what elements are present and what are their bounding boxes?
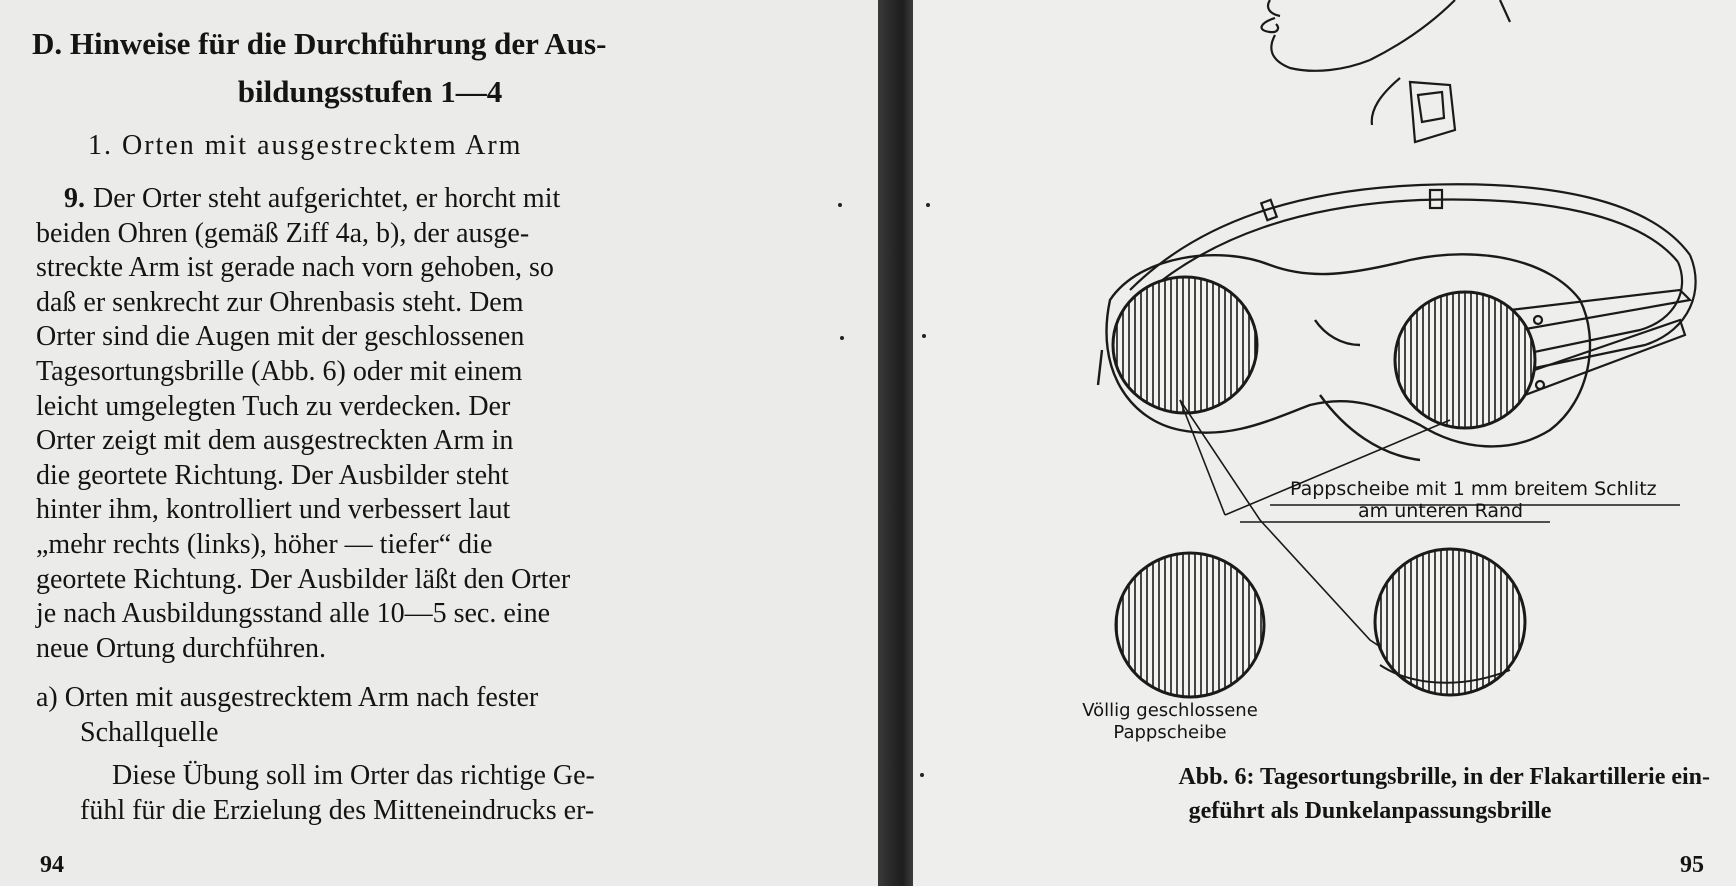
paragraph-line-text: neue Ortung durchführen. (36, 632, 327, 664)
label-slit-line1: Pappscheibe mit 1 mm breitem Schlitz (1290, 478, 1657, 500)
paragraph-line-text: leicht umgelegten Tuch zu verdecken. Der (36, 390, 511, 422)
section-heading-line1: D. Hinweise für die Durchführung der Aus- (32, 26, 607, 61)
paragraph-line-text: „mehr rechts (links), höher — tiefer“ die (36, 528, 493, 560)
paragraph-line-text: daß er senkrecht zur Ohrenbasis steht. Dem (36, 286, 524, 318)
paragraph-line (36, 182, 716, 217)
paragraph-line-text: Orter zeigt mit dem ausgestreckten Arm in (36, 425, 514, 457)
sub-paragraph-line1: Diese Übung soll im Orter das richtige Ge- (112, 760, 595, 791)
section-heading (32, 20, 708, 116)
figure-caption (1030, 760, 1710, 828)
paragraph-9 (36, 182, 716, 666)
sub-paragraph-line2: fühl für die Erzielung des Mitteneindrucks er- (80, 795, 595, 826)
book-gutter (878, 0, 913, 886)
sub-item-a-line1: a) Orten mit ausgestrecktem Arm nach fester (36, 682, 539, 713)
print-speck (920, 773, 924, 777)
caption-line2: geführt als Dunkelanpassungsbrille (1188, 798, 1552, 824)
paragraph-line-text: geortete Richtung. Der Ausbilder läßt den Orter (36, 563, 571, 595)
print-speck (926, 203, 930, 207)
paragraph-line (36, 493, 716, 528)
paragraph-line (36, 597, 716, 632)
caption-line1: Abb. 6: Tagesortungsbrille, in der Flakartillerie ein- (1178, 764, 1710, 790)
paragraph-number: 9. (64, 183, 85, 214)
page-number-left: 94 (40, 852, 64, 878)
paragraph-line-text: die geortete Richtung. Der Ausbilder steht (36, 459, 509, 491)
paragraph-line-text: Der Orter steht aufgerichtet, er horcht mit (93, 183, 561, 214)
print-speck (922, 334, 926, 338)
paragraph-line (36, 320, 716, 355)
paragraph-line-text: streckte Arm ist gerade nach vorn gehoben, so (36, 252, 554, 284)
sub-item-a-line2: Schallquelle (80, 717, 219, 748)
paragraph-line-text: Tagesortungsbrille (Abb. 6) oder mit einem (36, 355, 523, 387)
paragraph-line-text: hinter ihm, kontrolliert und verbessert laut (36, 494, 511, 526)
paragraph-line (36, 390, 716, 425)
print-speck (838, 203, 842, 207)
right-lens (1395, 292, 1535, 428)
paragraph-line (36, 563, 716, 598)
label-closed-disc (1050, 700, 1290, 744)
paragraph-line (36, 286, 716, 321)
paragraph-line (36, 217, 716, 252)
label-slit-line2: am unteren Rand (1358, 500, 1524, 522)
sub-item-a (36, 680, 716, 750)
goggles-illustration (1080, 0, 1720, 760)
label-closed-line1: Völlig geschlossene (1082, 700, 1258, 721)
paragraph-line (36, 251, 716, 286)
paragraph-line-text: beiden Ohren (gemäß Ziff 4a, b), der ausge- (36, 217, 530, 249)
print-speck (840, 336, 844, 340)
paragraph-line-text: je nach Ausbildungsstand alle 10—5 sec. eine (36, 598, 550, 630)
paragraph-line (36, 424, 716, 459)
left-lens (1113, 277, 1257, 413)
paragraph-line (36, 528, 716, 563)
paragraph-line (36, 355, 716, 390)
label-closed-line2: Pappscheibe (1113, 722, 1227, 743)
face-sketch (1262, 0, 1510, 142)
subheading: 1. Orten mit ausgestrecktem Arm (88, 130, 523, 161)
page-number-right: 95 (1680, 852, 1704, 878)
paragraph-line-text: Orter sind die Augen mit der geschlossenen (36, 321, 525, 353)
paragraph-line (36, 459, 716, 494)
paragraph-line (36, 632, 716, 667)
closed-disc (1116, 553, 1264, 697)
label-slit-disc (1290, 478, 1710, 522)
sub-paragraph (80, 758, 710, 828)
section-heading-line2: bildungsstufen 1—4 (237, 74, 503, 109)
